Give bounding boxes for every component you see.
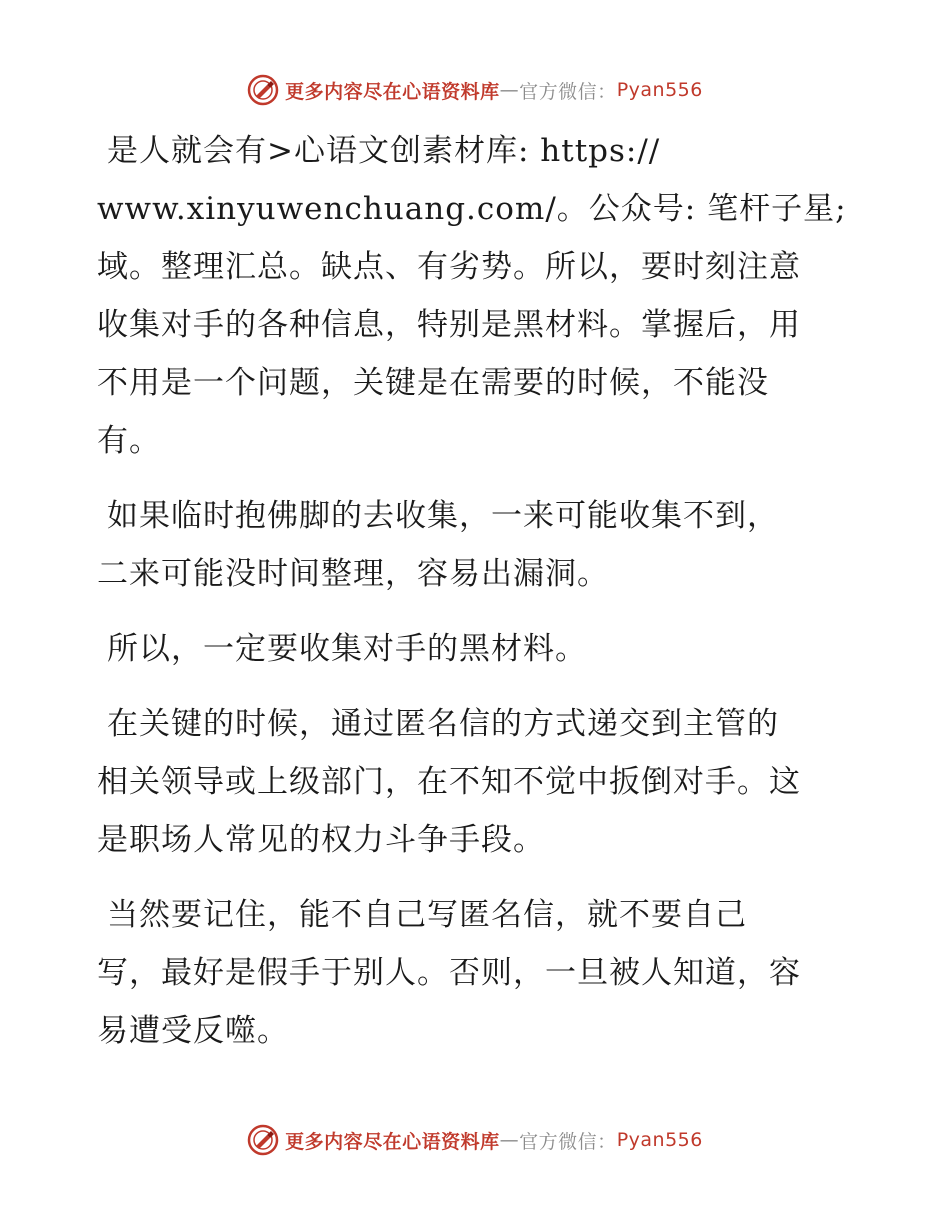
paragraph-line: 易遭受反噬。 <box>97 1013 289 1049</box>
footer-banner <box>0 1120 950 1160</box>
header-separator: — <box>499 79 520 101</box>
document-body <box>97 122 857 1077</box>
paragraph-line: 在关键的时候，通过匿名信的方式递交到主管的 <box>107 706 779 742</box>
paragraph-line: 写，最好是假手于别人。否则，一旦被人知道，容 <box>97 955 801 991</box>
paragraph-line: 域。整理汇总。缺点、有劣势。所以，要时刻注意 <box>97 249 801 285</box>
footer-contact-label: 官方微信： <box>519 1130 617 1153</box>
paragraph-line: 所以，一定要收集对手的黑材料。 <box>107 631 587 667</box>
paragraph-line: 当然要记住，能不自己写匿名信，就不要自己 <box>107 897 747 933</box>
paragraph-line: www.xinyuwenchuang.com/。公众号: 笔杆子星; <box>97 191 847 227</box>
paragraph-line: 是职场人常见的权力斗争手段。 <box>97 822 545 858</box>
paragraph-line: 相关领导或上级部门，在不知不觉中扳倒对手。这 <box>97 764 801 800</box>
footer-lead-text: 更多内容尽在心语资料库 <box>285 1130 500 1153</box>
paragraph-line: 不用是一个问题，关键是在需要的时候，不能没 <box>97 365 769 401</box>
footer-separator: — <box>499 1129 520 1151</box>
paragraph-line: 收集对手的各种信息，特别是黑材料。掌握后，用 <box>97 307 801 343</box>
paragraph-line: 如果临时抱佛脚的去收集，一来可能收集不到， <box>107 498 779 534</box>
seal-logo-icon <box>247 1124 279 1156</box>
paragraph-line: 有。 <box>97 423 161 459</box>
header-lead-text: 更多内容尽在心语资料库 <box>285 80 500 103</box>
paragraph-4 <box>97 695 857 869</box>
seal-logo-icon <box>247 74 279 106</box>
paragraph-1 <box>97 122 857 470</box>
header-contact-label: 官方微信： <box>519 80 617 103</box>
header-wechat-handle: Pyan556 <box>616 79 703 101</box>
paragraph-2 <box>97 487 857 603</box>
paragraph-line: 是人就会有>心语文创素材库: https:// <box>107 133 661 169</box>
paragraph-5 <box>97 886 857 1060</box>
footer-wechat-handle: Pyan556 <box>616 1129 703 1151</box>
header-banner <box>0 70 950 110</box>
paragraph-3 <box>97 620 857 678</box>
paragraph-line: 二来可能没时间整理，容易出漏洞。 <box>97 556 609 592</box>
